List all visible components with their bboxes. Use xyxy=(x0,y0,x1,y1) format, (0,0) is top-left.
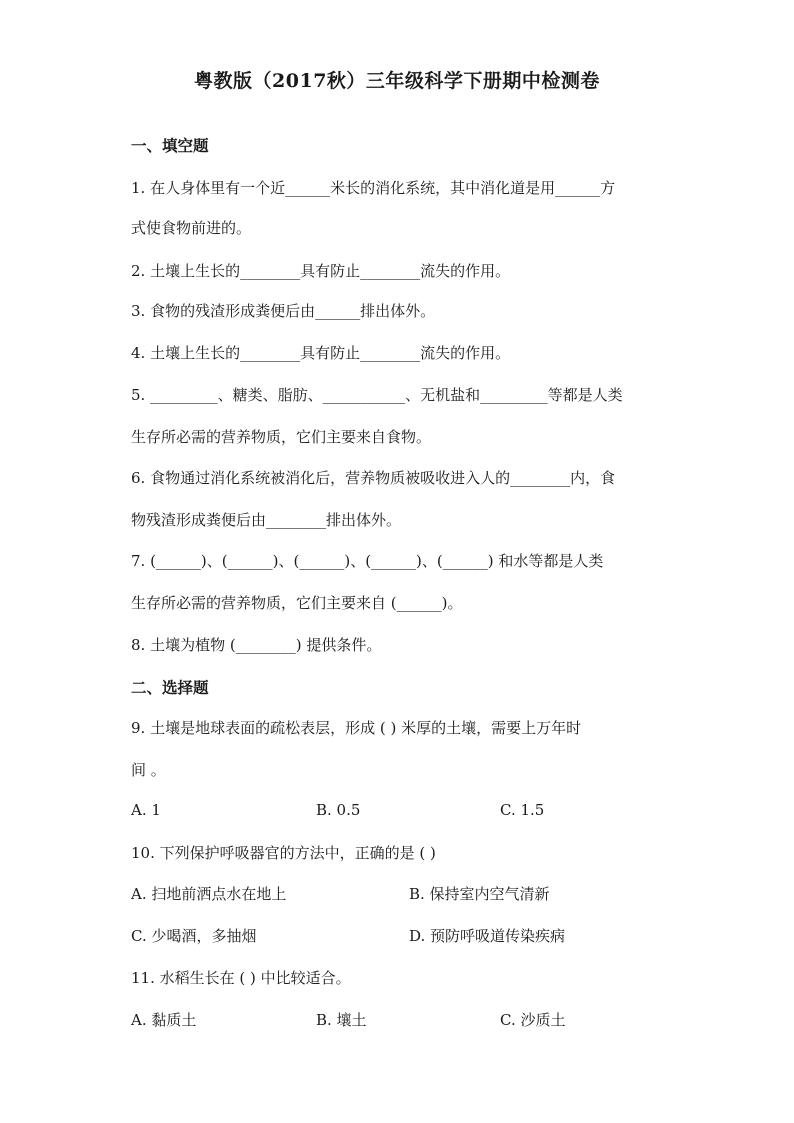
question-9-option-a: A. 1 xyxy=(131,801,161,819)
question-10: 10. 下列保护呼吸器官的方法中，正确的是 ( ) xyxy=(131,844,436,862)
question-9-option-b: B. 0.5 xyxy=(316,801,361,819)
question-6-line-1: 6. 食物通过消化系统被消化后，营养物质被吸收进入人的________内，食 xyxy=(131,469,616,487)
question-10-option-c: C. 少喝酒，多抽烟 xyxy=(131,927,257,945)
question-9-option-c: C. 1.5 xyxy=(500,801,545,819)
section-fill-in-blank: 一、填空题 xyxy=(131,136,209,155)
question-10-option-d: D. 预防呼吸道传染疾病 xyxy=(409,927,566,945)
question-1-line-2: 式使食物前进的。 xyxy=(131,219,252,237)
question-11-option-a: A. 黏质土 xyxy=(131,1011,197,1029)
question-9-line-1: 9. 土壤是地球表面的疏松表层，形成 ( ) 米厚的土壤，需要上万年时 xyxy=(131,719,582,737)
question-10-option-a: A. 扫地前洒点水在地上 xyxy=(131,885,287,903)
question-2: 2. 土壤上生长的________具有防止________流失的作用。 xyxy=(131,262,511,280)
question-11-option-b: B. 壤土 xyxy=(316,1011,367,1029)
question-5-line-1: 5. _________、糖类、脂肪、___________、无机盐和_________等都是人类 xyxy=(131,386,623,404)
question-8: 8. 土壤为植物 (________) 提供条件。 xyxy=(131,636,382,654)
question-6-line-2: 物残渣形成粪便后由________排出体外。 xyxy=(131,511,402,529)
question-4: 4. 土壤上生长的________具有防止________流失的作用。 xyxy=(131,344,511,362)
question-9-line-2: 间 。 xyxy=(131,761,166,779)
question-3: 3. 食物的残渣形成粪便后由______排出体外。 xyxy=(131,302,436,320)
question-7-line-1: 7. (______)、(______)、(______)、(______)、(______) 和水等都是人类 xyxy=(131,552,604,570)
question-11-option-c: C. 沙质土 xyxy=(500,1011,566,1029)
question-11: 11. 水稻生长在 ( ) 中比较适合。 xyxy=(131,969,351,987)
question-1-line-1: 1. 在人身体里有一个近______米长的消化系统，其中消化道是用______方 xyxy=(131,179,616,197)
page-title: 粤教版（2017秋）三年级科学下册期中检测卷 xyxy=(194,70,600,92)
question-5-line-2: 生存所必需的营养物质，它们主要来自食物。 xyxy=(131,428,432,446)
question-10-option-b: B. 保持室内空气清新 xyxy=(409,885,550,903)
question-7-line-2: 生存所必需的营养物质，它们主要来自 (______)。 xyxy=(131,594,463,612)
section-multiple-choice: 二、选择题 xyxy=(131,678,209,697)
